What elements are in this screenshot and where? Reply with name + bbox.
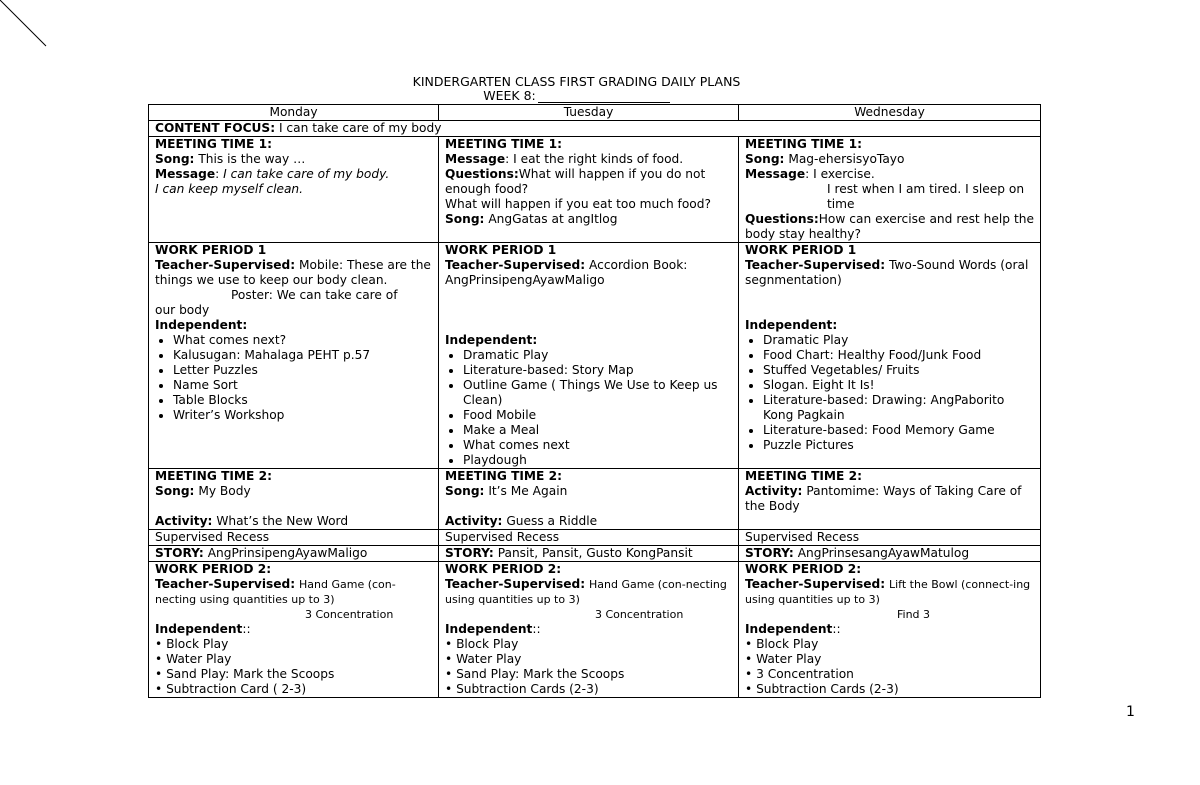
teacher-supervised-label: Teacher-Supervised: (445, 577, 586, 591)
list-item: • Water Play (445, 652, 522, 666)
list-item: • Food Chart: Healthy Food/Junk Food (763, 348, 1034, 363)
story-label: STORY: (155, 546, 204, 560)
teacher-supervised-text-2: Poster: We can take care of (231, 288, 398, 302)
list-item: • Sand Play: Mark the Scoops (445, 667, 625, 681)
list-item: • Literature-based: Story Map (463, 363, 732, 378)
independent-label: Independent (445, 622, 533, 636)
week-label: WEEK 8: (483, 88, 536, 103)
teacher-supervised-label: Teacher-Supervised: (155, 258, 296, 272)
meeting1-tue (439, 137, 739, 243)
meeting2-wed (739, 469, 1041, 530)
list-item: • Water Play (155, 652, 232, 666)
list-item: • Literature-based: Food Memory Game (763, 423, 1034, 438)
work2-wed: WORK PERIOD 2: Teacher-Supervised: Lift the Bowl (connect-ing using quantities up to 3) Find 3 Independent:: • Block Play • Water Play • 3 Concentration • Subtraction Cards (2-3) (739, 562, 1041, 698)
list-item: • Letter Puzzles (173, 363, 432, 378)
teacher-supervised-text: Hand Game (con-necting using quantities up to 3) (155, 578, 396, 606)
page-title: KINDERGARTEN CLASS FIRST GRADING DAILY PLANS (412, 74, 741, 89)
message-text-2: I rest when I am tired. I sleep on time (827, 182, 1025, 211)
story-title: AngPrinsipengAyawMaligo (207, 546, 368, 560)
song-title: My Body (198, 484, 251, 498)
message-text: I can take care of my body. (223, 167, 390, 181)
story-row (149, 546, 1041, 562)
list-item: • Writer’s Workshop (173, 408, 432, 423)
song-title: Mag-ehersisyoTayo (788, 152, 905, 166)
activity-text: Pantomime: Ways of Taking Care of the Body (745, 484, 1022, 513)
independent-label: Independent: (155, 318, 248, 332)
work1-row (149, 243, 1041, 469)
message-label: Message (155, 167, 216, 181)
recess-row (149, 530, 1041, 546)
work2-heading: WORK PERIOD 2: (155, 562, 272, 576)
message-text-2: I can keep myself clean. (155, 182, 304, 196)
content-focus-row (149, 121, 1041, 137)
activity-label: Activity: (445, 514, 503, 528)
independent-list (745, 637, 1034, 697)
question-text: How can exercise and rest help the body stay healthy? (745, 212, 1034, 241)
meeting1-row (149, 137, 1041, 243)
teacher-supervised-text: Mobile: These are the things we use to keep our body clean. (155, 258, 431, 287)
list-item: • 3 Concentration (745, 667, 854, 681)
work2-heading: WORK PERIOD 2: (745, 562, 862, 576)
list-item: • What comes next (463, 438, 732, 453)
corner-mark (0, 0, 48, 48)
meeting1-heading: MEETING TIME 1: (155, 137, 272, 151)
independent-list (445, 637, 732, 697)
teacher-supervised-text: Hand Game (con-necting using quantities up to 3) (445, 578, 727, 606)
list-item: • What comes next? (173, 333, 432, 348)
day-header-row (149, 105, 1041, 121)
activity-label: Activity: (745, 484, 803, 498)
work1-heading: WORK PERIOD 1 (155, 243, 267, 257)
question-text-2: What will happen if you eat too much food? (445, 197, 711, 211)
teacher-supervised-label: Teacher-Supervised: (155, 577, 296, 591)
teacher-supervised-text-3: our body (155, 303, 210, 317)
teacher-supervised-label: Teacher-Supervised: (745, 258, 886, 272)
day-monday: Monday (149, 105, 439, 121)
list-item: • Dramatic Play (763, 333, 1034, 348)
list-item: • Slogan. Eight It Is! (763, 378, 1034, 393)
day-wednesday: Wednesday (739, 105, 1041, 121)
song-label: Song: (155, 484, 195, 498)
work2-row (149, 562, 1041, 698)
teacher-supervised-label: Teacher-Supervised: (745, 577, 886, 591)
story-title: Pansit, Pansit, Gusto KongPansit (497, 546, 693, 560)
song-label: Song: (445, 212, 485, 226)
work1-heading: WORK PERIOD 1 (445, 243, 557, 257)
meeting1-heading: MEETING TIME 1: (445, 137, 562, 151)
work2-heading: WORK PERIOD 2: (445, 562, 562, 576)
teacher-supervised-text-2: 3 Concentration (305, 608, 394, 621)
meeting1-mon: MEETING TIME 1: Song: This is the way … Message: I can take care of my body. I can keep myself clean. (149, 137, 439, 243)
meeting2-mon (149, 469, 439, 530)
teacher-supervised-text-2: 3 Concentration (595, 608, 684, 621)
message-label: Message (745, 167, 806, 181)
song-label: Song: (155, 152, 195, 166)
week-blank (538, 90, 670, 103)
activity-label: Activity: (155, 514, 213, 528)
independent-list (445, 348, 732, 468)
question-text: What will happen if you do not enough food? (445, 167, 706, 196)
meeting2-heading: MEETING TIME 2: (155, 469, 272, 483)
meeting1-wed (739, 137, 1041, 243)
list-item: • Dramatic Play (463, 348, 732, 363)
work1-mon (149, 243, 439, 469)
independent-list (745, 333, 1034, 453)
list-item: • Subtraction Cards (2-3) (745, 682, 899, 696)
story-label: STORY: (745, 546, 794, 560)
list-item: • Puzzle Pictures (763, 438, 1034, 453)
content-focus-cell (149, 121, 1041, 137)
song-title: This is the way … (198, 152, 306, 166)
teacher-supervised-text: Lift the Bowl (connect-ing using quantities up to 3) (745, 578, 1031, 606)
meeting1-heading: MEETING TIME 1: (745, 137, 862, 151)
content-focus-label: CONTENT FOCUS: (155, 121, 276, 135)
list-item: • Outline Game ( Things We Use to Keep us Clean) (463, 378, 732, 408)
list-item: • Kalusugan: Mahalaga PEHT p.57 (173, 348, 432, 363)
work2-tue: WORK PERIOD 2: Teacher-Supervised: Hand Game (con-necting using quantities up to 3) 3 Concentration Independent:: • Block Play • Water Play • Sand Play: Mark the Scoops • Subtraction Cards (2-3) (439, 562, 739, 698)
meeting2-heading: MEETING TIME 2: (445, 469, 562, 483)
recess-tue: Supervised Recess (439, 530, 739, 546)
message-text: : I eat the right kinds of food. (505, 152, 684, 166)
meeting2-tue (439, 469, 739, 530)
list-item: • Food Mobile (463, 408, 732, 423)
teacher-supervised-text: Accordion Book: AngPrinsipengAyawMaligo (445, 258, 688, 287)
song-label: Song: (445, 484, 485, 498)
list-item: • Name Sort (173, 378, 432, 393)
recess-wed: Supervised Recess (739, 530, 1041, 546)
meeting2-row (149, 469, 1041, 530)
meeting2-heading: MEETING TIME 2: (745, 469, 862, 483)
teacher-supervised-text-2: Find 3 (897, 608, 931, 621)
message-label: Message (445, 152, 506, 166)
list-item: • Block Play (745, 637, 819, 651)
list-item: • Water Play (745, 652, 822, 666)
story-label: STORY: (445, 546, 494, 560)
story-mon (149, 546, 439, 562)
questions-label: Questions: (445, 167, 519, 181)
message-text: : I exercise. (805, 167, 875, 181)
list-item: • Literature-based: Drawing: AngPaborito Kong Pagkain (763, 393, 1034, 423)
list-item: • Playdough (463, 453, 732, 468)
story-wed (739, 546, 1041, 562)
recess-mon: Supervised Recess (149, 530, 439, 546)
list-item: • Block Play (445, 637, 519, 651)
independent-label: Independent: (445, 333, 538, 347)
teacher-supervised-text: Two-Sound Words (oral segnmentation) (745, 258, 1029, 287)
list-item: • Sand Play: Mark the Scoops (155, 667, 335, 681)
activity-text: Guess a Riddle (506, 514, 598, 528)
independent-label: Independent: (745, 318, 838, 332)
daily-plan-table (148, 104, 1041, 698)
song-title: AngGatas at angItlog (488, 212, 618, 226)
independent-list (155, 333, 432, 423)
story-tue (439, 546, 739, 562)
work1-tue (439, 243, 739, 469)
week-line (0, 88, 1153, 103)
work1-wed (739, 243, 1041, 469)
independent-label: Independent (155, 622, 243, 636)
list-item: • Table Blocks (173, 393, 432, 408)
list-item: • Make a Meal (463, 423, 732, 438)
work1-heading: WORK PERIOD 1 (745, 243, 857, 257)
work2-mon: WORK PERIOD 2: Teacher-Supervised: Hand Game (con-necting using quantities up to 3) 3 Concentration Independent:: • Block Play • Water Play • Sand Play: Mark the Scoops • Subtraction Card ( 2-3) (149, 562, 439, 698)
activity-text: What’s the New Word (216, 514, 349, 528)
list-item: • Block Play (155, 637, 229, 651)
teacher-supervised-label: Teacher-Supervised: (445, 258, 586, 272)
day-tuesday: Tuesday (439, 105, 739, 121)
song-title: It’s Me Again (488, 484, 568, 498)
independent-list (155, 637, 432, 697)
questions-label: Questions: (745, 212, 819, 226)
list-item: • Subtraction Card ( 2-3) (155, 682, 307, 696)
song-label: Song: (745, 152, 785, 166)
content-focus-text: I can take care of my body (278, 121, 442, 135)
story-title: AngPrinsesangAyawMatulog (797, 546, 970, 560)
list-item: • Subtraction Cards (2-3) (445, 682, 599, 696)
independent-label: Independent (745, 622, 833, 636)
page-number: 1 (1126, 704, 1135, 720)
list-item: • Stuffed Vegetables/ Fruits (763, 363, 1034, 378)
